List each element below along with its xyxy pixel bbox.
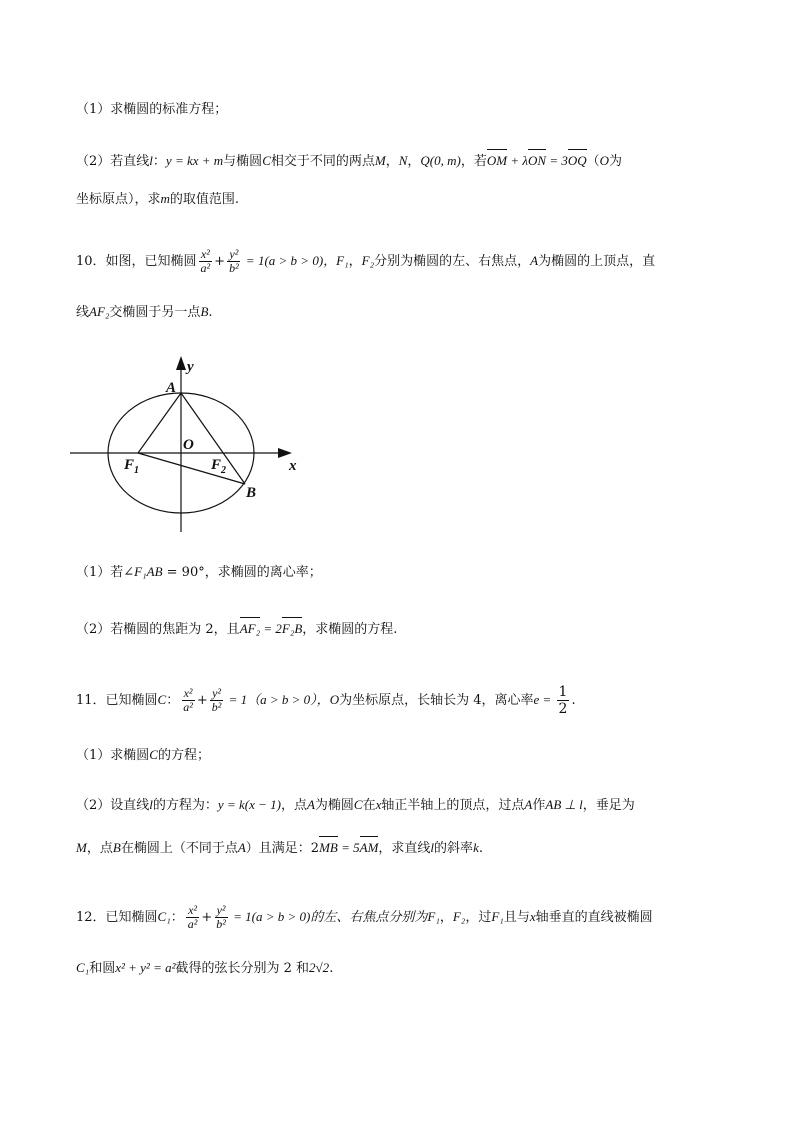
vector: AF₂ (240, 619, 260, 639)
text: 线 (76, 305, 90, 320)
fraction: $\frac{\text{x²}}{\text{a²}}$ (187, 903, 198, 931)
text: ，点 (86, 841, 113, 856)
text: ： (152, 154, 166, 169)
fraction: $\frac{\text{x²}}{\text{a²}}$ (200, 247, 211, 275)
math: Q(0, m) (420, 153, 461, 168)
math: l (149, 153, 153, 168)
point-F1-label: $F_1$ (124, 457, 140, 476)
line-F1B (138, 453, 245, 484)
text: 10．如图，已知椭圆 (76, 254, 197, 269)
x-axis-arrow (278, 448, 292, 458)
text: + (214, 254, 226, 269)
math: e = (533, 692, 555, 707)
text: ， (439, 910, 453, 925)
math: F₁ (427, 909, 440, 924)
text: 在椭圆上（不同于点 (120, 841, 238, 856)
ellipse-figure (70, 352, 310, 537)
math: N (398, 153, 408, 168)
text: + (196, 693, 208, 708)
text: 且与 (503, 910, 530, 925)
text: 在 (362, 798, 376, 813)
question-11-stem (76, 684, 576, 717)
text: 为坐标原点，长轴长为 4，离心率 (339, 693, 534, 708)
text: + (201, 910, 213, 925)
math: C (149, 747, 158, 762)
text: 交椭圆于另一点 (109, 305, 201, 320)
math: k (473, 840, 479, 855)
question-10-stem (76, 248, 655, 275)
text: （2）若椭圆的焦距为 2，且 (76, 622, 240, 637)
math: m (160, 191, 170, 206)
math: F₁AB (134, 564, 163, 579)
math: = 3 (546, 153, 568, 168)
point-F2-label: $F_2$ (211, 457, 227, 476)
text: 为椭圆 (314, 798, 354, 813)
question-11-part-2-cont (76, 838, 483, 859)
math: B (112, 840, 121, 855)
text: 的方程为： (152, 798, 218, 813)
text: ，求椭圆的方程. (302, 622, 398, 637)
text: 坐标原点），求 (76, 192, 161, 207)
text: ，若 (460, 154, 487, 169)
math: = 1(a > b > 0)的左、右焦点分别为 (229, 909, 428, 924)
math: C (353, 797, 363, 812)
text: 轴垂直的直线被椭圆 (535, 910, 653, 925)
fraction: $\frac{\text{y²}}{\text{b²}}$ (216, 903, 226, 931)
text: （1）求椭圆 (76, 748, 150, 763)
math: A (530, 253, 539, 268)
math: C₁ (157, 909, 171, 924)
math: x² + y² = a² (115, 960, 176, 975)
vector: OM (487, 151, 507, 171)
math: F₁ (336, 253, 349, 268)
math: l (149, 797, 153, 812)
math: A (306, 797, 315, 812)
vector: AM (360, 838, 379, 858)
vector: MB (319, 838, 338, 858)
math: M (374, 153, 386, 168)
math: M (76, 840, 87, 855)
text: 12．已知椭圆 (76, 910, 158, 925)
question-9-part-2 (76, 151, 622, 172)
origin-label: O (183, 437, 194, 453)
text: （1）若∠ (76, 565, 135, 580)
math: y = k(x − 1) (217, 797, 281, 812)
text: （1）求椭圆的标准方程； (76, 102, 228, 117)
math: A (524, 797, 533, 812)
math: = 5 (337, 840, 360, 855)
text: 为椭圆的上顶点，直 (538, 254, 656, 269)
math: AB ⊥ l (545, 797, 583, 812)
text: . (478, 841, 483, 856)
question-12-stem (76, 904, 653, 931)
vector: OQ (568, 151, 587, 171)
text: ， (385, 154, 399, 169)
y-axis-label: y (187, 359, 194, 375)
math: C (262, 153, 271, 168)
text: ，点 (280, 798, 307, 813)
text: = 90°，求椭圆的离心率； (162, 565, 322, 580)
point-A-label: A (166, 380, 177, 396)
math: O (329, 692, 340, 707)
math: + λ (507, 153, 528, 168)
text: 的方程； (157, 748, 210, 763)
text: ，过 (465, 910, 492, 925)
text: 为 (609, 154, 623, 169)
text: . (208, 305, 213, 320)
math: = 1(a > b > 0)， (242, 253, 337, 268)
math: F₁ (491, 909, 504, 924)
text: 分别为椭圆的左、右焦点， (374, 254, 531, 269)
math: C₁ (76, 960, 90, 975)
fraction: $\frac{\text{y²}}{\text{b²}}$ (211, 686, 222, 714)
fraction: $\frac{\text{x²}}{\text{a²}}$ (183, 686, 193, 714)
vector: F₂B (282, 619, 302, 639)
question-12-stem-cont (76, 958, 333, 979)
math: y = kx + m (165, 153, 224, 168)
math: 2√2 (309, 960, 330, 975)
text: ： (170, 910, 184, 925)
question-9-part-2-cont (76, 189, 239, 210)
text: 截得的弦长分别为 2 和 (175, 961, 310, 976)
text: ， (407, 154, 421, 169)
math: A (237, 840, 246, 855)
text: ）且满足：2 (245, 841, 320, 856)
text: ，求直线 (378, 841, 431, 856)
question-10-stem-cont (76, 302, 213, 323)
math: B (200, 304, 209, 319)
text: 作 (532, 798, 546, 813)
text: 的斜率 (434, 841, 474, 856)
text: 和圆 (89, 961, 116, 976)
text: 与椭圆 (223, 154, 263, 169)
math: C (157, 692, 167, 707)
text: ，垂足为 (582, 798, 635, 813)
line-AF1 (138, 393, 181, 453)
question-11-part-2 (76, 795, 635, 816)
vector: ON (528, 151, 546, 171)
text: . (571, 693, 576, 708)
math: x (529, 909, 536, 924)
text: 11．已知椭圆 (76, 693, 158, 708)
text: 相交于不同的两点 (270, 154, 375, 169)
question-11-part-1 (76, 745, 210, 766)
math: F₂ (452, 909, 466, 924)
question-10-part-2 (76, 619, 397, 640)
text: ： (166, 693, 180, 708)
math: O (599, 153, 610, 168)
text: 轴正半轴上的顶点，过点 (381, 798, 525, 813)
text: （ (586, 154, 600, 169)
math: = 2 (260, 621, 282, 636)
math: F₂ (361, 253, 375, 268)
math: = 1（a > b > 0）， (225, 692, 330, 707)
point-B-label: B (246, 485, 257, 501)
question-9-part-1 (76, 100, 227, 120)
fraction: $\frac{\text{y²}}{\text{b²}}$ (229, 247, 239, 275)
math: l (430, 840, 435, 855)
x-axis-label: x (289, 458, 297, 474)
fraction-one-half: $\frac{1}{2}$ (558, 684, 568, 717)
y-axis-arrow (176, 356, 186, 370)
math: x (375, 797, 382, 812)
question-10-part-1 (76, 562, 322, 583)
text: 的取值范围. (169, 192, 240, 207)
text: （2）若直线 (76, 154, 150, 169)
math: AF₂ (89, 304, 110, 319)
text: . (329, 961, 334, 976)
text: （2）设直线 (76, 798, 150, 813)
text: ， (348, 254, 362, 269)
